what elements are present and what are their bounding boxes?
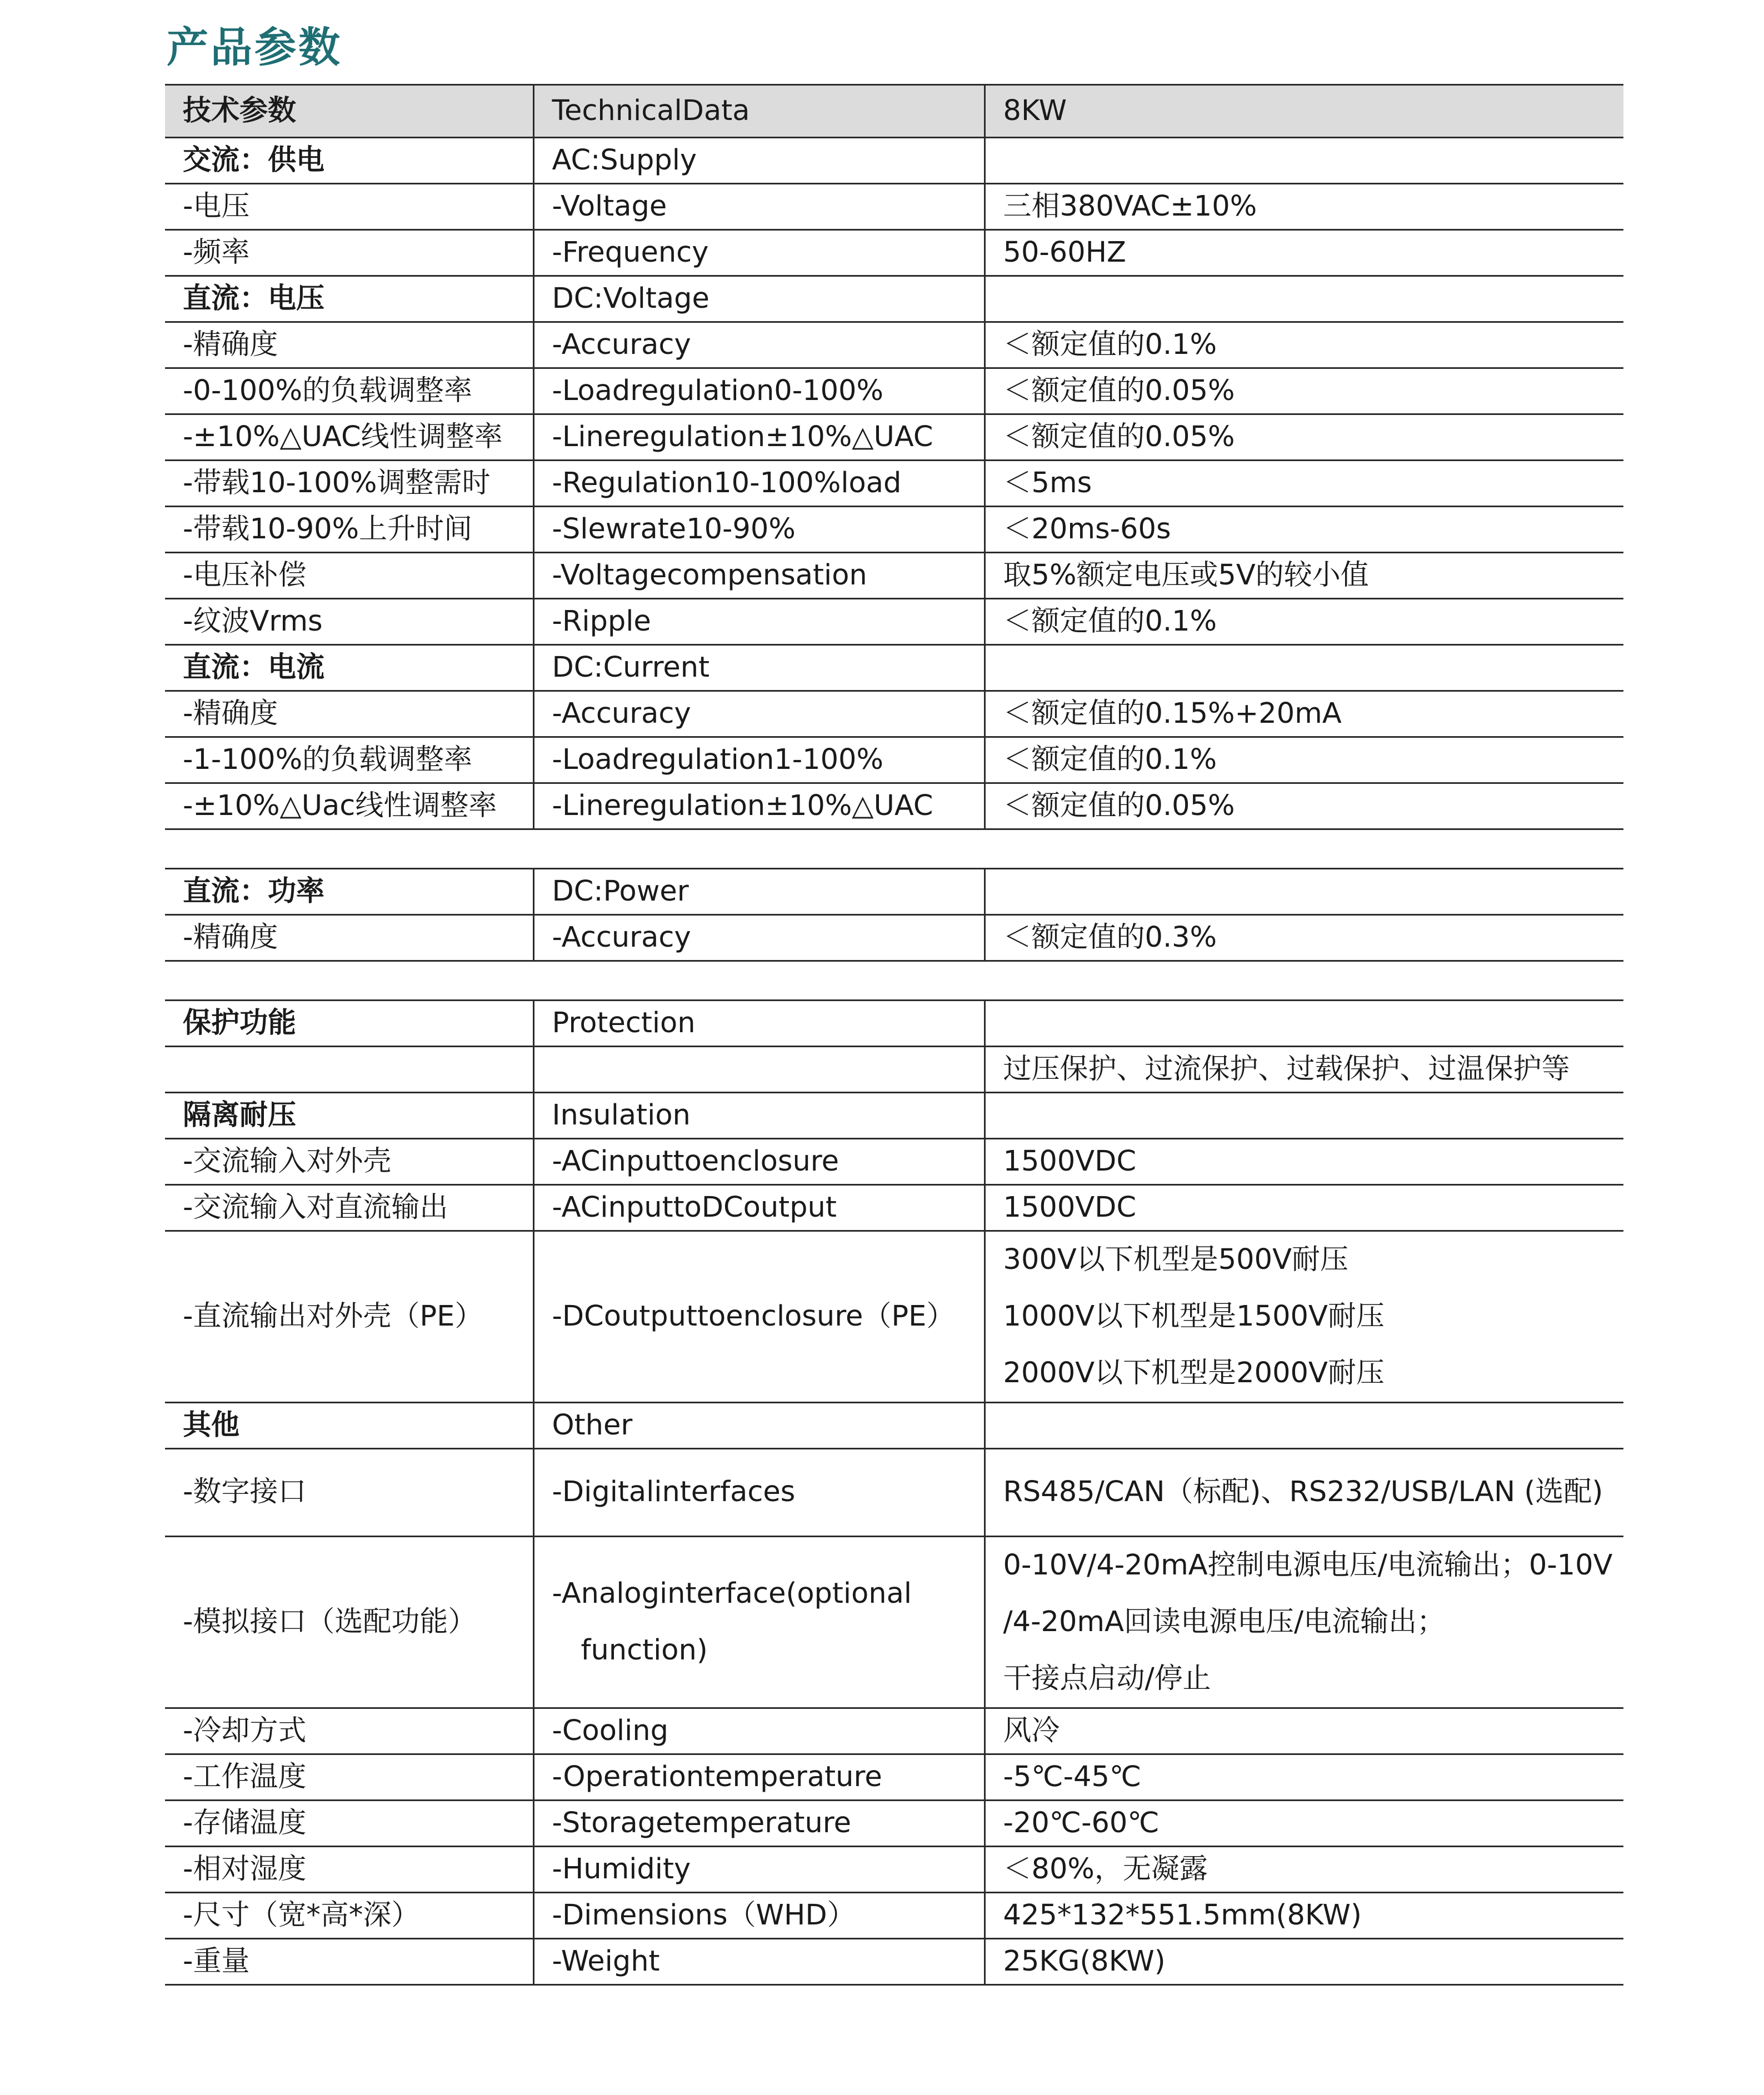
page-title: 产品参数 (167, 23, 343, 72)
row-value: ＜额定值的0.15%+20mA (985, 691, 1623, 737)
row-label-en: -Cooling (533, 1708, 985, 1754)
row-label-cn: -精确度 (165, 915, 533, 961)
row-label-en: -ACinputtoenclosure (533, 1139, 985, 1185)
table-header-row (165, 85, 1623, 138)
table-row (165, 368, 1623, 414)
row-label-en: -Slewrate10-90% (533, 507, 985, 553)
row-value: ＜额定值的0.05% (985, 414, 1623, 461)
row-label-cn: -1-100%的负载调整率 (165, 737, 533, 783)
table-row (165, 869, 1623, 915)
table-row (165, 461, 1623, 507)
row-label-cn: -直流输出对外壳（PE） (165, 1231, 533, 1403)
row-label-cn: 直流：功率 (165, 869, 533, 915)
table-row (165, 1093, 1623, 1139)
row-value (985, 1537, 1623, 1708)
row-value: 25KG(8KW) (985, 1939, 1623, 1985)
row-label-en: -Storagetemperature (533, 1801, 985, 1847)
row-value-line: 300V以下机型是500V耐压 (1003, 1243, 1348, 1276)
row-value (985, 1403, 1623, 1449)
spec-table (165, 84, 1623, 1986)
row-label-en-line: function) (581, 1634, 708, 1667)
row-label-cn: 交流：供电 (165, 138, 533, 184)
row-label-en: -Loadregulation0-100% (533, 368, 985, 414)
row-label-en: DC:Voltage (533, 276, 985, 322)
row-label-en: -Lineregulation±10%△UAC (533, 783, 985, 829)
table-row (165, 691, 1623, 737)
table-row (165, 599, 1623, 645)
table-row (165, 230, 1623, 276)
row-label-en: -Voltage (533, 184, 985, 230)
header-cell-technical-data: TechnicalData (533, 85, 985, 138)
row-label-en: -ACinputtoDCoutput (533, 1185, 985, 1231)
row-value: 三相380VAC±10% (985, 184, 1623, 230)
row-value: ＜额定值的0.05% (985, 783, 1623, 829)
row-value (985, 645, 1623, 691)
row-label-en: Insulation (533, 1093, 985, 1139)
row-value: -20℃-60℃ (985, 1801, 1623, 1847)
row-label-cn: -纹波Vrms (165, 599, 533, 645)
row-label-cn: 直流：电压 (165, 276, 533, 322)
row-value (985, 1231, 1623, 1403)
row-value-line: 1000V以下机型是1500V耐压 (1003, 1300, 1385, 1333)
row-label-en: -Lineregulation±10%△UAC (533, 414, 985, 461)
table-row (165, 783, 1623, 829)
row-label-en: -Operationtemperature (533, 1754, 985, 1801)
table-row (165, 276, 1623, 322)
row-label-cn: -重量 (165, 1939, 533, 1985)
row-label-en: -DCoutputtoenclosure（PE） (533, 1231, 985, 1403)
row-value-line: /4-20mA回读电源电压/电流输出； (1003, 1606, 1446, 1638)
row-label-en: -Accuracy (533, 322, 985, 368)
table-row (165, 1801, 1623, 1847)
row-label-cn (165, 1047, 533, 1093)
row-label-en: Protection (533, 1001, 985, 1047)
row-label-en-line: -Analoginterface(optional (552, 1577, 912, 1610)
row-label-en: DC:Current (533, 645, 985, 691)
row-label-en (533, 1047, 985, 1093)
row-value-line: 2000V以下机型是2000V耐压 (1003, 1357, 1385, 1389)
row-label-en: -Voltagecompensation (533, 553, 985, 599)
row-label-en (533, 1537, 985, 1708)
table-spacer (165, 829, 1623, 869)
row-value-line: 0-10V/4-20mA控制电源电压/电流输出；0-10V (1003, 1549, 1613, 1582)
row-label-cn: -尺寸（宽*高*深） (165, 1893, 533, 1939)
row-label-cn: 其他 (165, 1403, 533, 1449)
row-label-en: -Regulation10-100%load (533, 461, 985, 507)
row-value (985, 1001, 1623, 1047)
table-row (165, 645, 1623, 691)
row-label-cn: -数字接口 (165, 1449, 533, 1537)
table-row (165, 1708, 1623, 1754)
row-value: ＜5ms (985, 461, 1623, 507)
table-row (165, 1403, 1623, 1449)
row-label-cn: -±10%△Uac线性调整率 (165, 783, 533, 829)
table-row (165, 1449, 1623, 1537)
table-row (165, 507, 1623, 553)
row-value: 425*132*551.5mm(8KW) (985, 1893, 1623, 1939)
row-label-en: AC:Supply (533, 138, 985, 184)
table-spacer (165, 961, 1623, 1001)
table-row (165, 1939, 1623, 1985)
row-value-line: 干接点启动/停止 (1003, 1662, 1211, 1695)
table-row (165, 1001, 1623, 1047)
row-label-en: -Weight (533, 1939, 985, 1985)
row-label-cn: -精确度 (165, 691, 533, 737)
row-value: ＜额定值的0.1% (985, 737, 1623, 783)
table-row (165, 1893, 1623, 1939)
table-row (165, 1231, 1623, 1403)
row-label-cn: -存储温度 (165, 1801, 533, 1847)
header-cell-param: 技术参数 (165, 85, 533, 138)
row-value: RS485/CAN（标配)、RS232/USB/LAN (选配) (985, 1449, 1623, 1537)
row-label-en: -Digitalinterfaces (533, 1449, 985, 1537)
row-label-cn: -带载10-90%上升时间 (165, 507, 533, 553)
row-label-en: -Humidity (533, 1847, 985, 1893)
table-row (165, 322, 1623, 368)
row-label-cn: -交流输入对外壳 (165, 1139, 533, 1185)
row-label-cn: -带载10-100%调整需时 (165, 461, 533, 507)
row-label-cn: -电压 (165, 184, 533, 230)
row-label-en: -Accuracy (533, 915, 985, 961)
row-label-cn: -模拟接口（选配功能） (165, 1537, 533, 1708)
row-value: 取5%额定电压或5V的较小值 (985, 553, 1623, 599)
row-value (985, 276, 1623, 322)
table-row (165, 1847, 1623, 1893)
row-label-cn: -交流输入对直流输出 (165, 1185, 533, 1231)
table-row (165, 1537, 1623, 1708)
row-label-cn: -频率 (165, 230, 533, 276)
table-row (165, 1139, 1623, 1185)
row-value: 1500VDC (985, 1139, 1623, 1185)
row-label-en: -Loadregulation1-100% (533, 737, 985, 783)
row-label-cn: -精确度 (165, 322, 533, 368)
row-value: -5℃-45℃ (985, 1754, 1623, 1801)
row-value (985, 1093, 1623, 1139)
table-row (165, 737, 1623, 783)
table-row (165, 1047, 1623, 1093)
row-value: ＜80%，无凝露 (985, 1847, 1623, 1893)
table-row (165, 553, 1623, 599)
row-value: ＜额定值的0.1% (985, 322, 1623, 368)
row-value: 1500VDC (985, 1185, 1623, 1231)
row-label-cn: -工作温度 (165, 1754, 533, 1801)
row-label-en: -Ripple (533, 599, 985, 645)
row-value: 过压保护、过流保护、过载保护、过温保护等 (985, 1047, 1623, 1093)
table-row (165, 414, 1623, 461)
header-cell-model: 8KW (985, 85, 1623, 138)
row-label-cn: -电压补偿 (165, 553, 533, 599)
row-value: ＜额定值的0.05% (985, 368, 1623, 414)
row-label-cn: 隔离耐压 (165, 1093, 533, 1139)
table-row (165, 915, 1623, 961)
table-row (165, 138, 1623, 184)
row-value (985, 869, 1623, 915)
table-row (165, 184, 1623, 230)
row-value (985, 138, 1623, 184)
row-label-cn: -0-100%的负载调整率 (165, 368, 533, 414)
row-value: ＜额定值的0.1% (985, 599, 1623, 645)
table-row (165, 1754, 1623, 1801)
row-value: ＜20ms-60s (985, 507, 1623, 553)
row-label-en: -Frequency (533, 230, 985, 276)
row-label-cn: 保护功能 (165, 1001, 533, 1047)
row-value: 风冷 (985, 1708, 1623, 1754)
row-value: ＜额定值的0.3% (985, 915, 1623, 961)
row-label-cn: 直流：电流 (165, 645, 533, 691)
row-label-en: DC:Power (533, 869, 985, 915)
row-label-cn: -±10%△UAC线性调整率 (165, 414, 533, 461)
row-label-cn: -冷却方式 (165, 1708, 533, 1754)
row-label-cn: -相对湿度 (165, 1847, 533, 1893)
table-row (165, 1185, 1623, 1231)
row-label-en: -Accuracy (533, 691, 985, 737)
row-value: 50-60HZ (985, 230, 1623, 276)
row-label-en: Other (533, 1403, 985, 1449)
row-label-en: -Dimensions（WHD） (533, 1893, 985, 1939)
